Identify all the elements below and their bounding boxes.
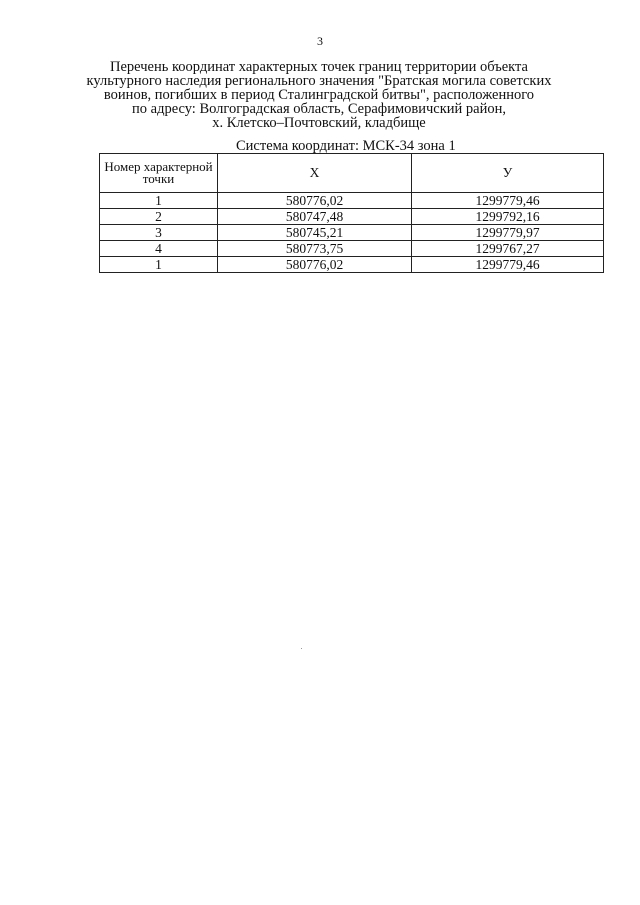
x-cell: 580776,02 bbox=[218, 257, 412, 273]
heading-line: х. Клетско–Почтовский, кладбище bbox=[212, 115, 426, 131]
heading-line: воинов, погибших в период Сталинградской битвы", расположенного bbox=[103, 87, 535, 103]
table-row bbox=[100, 257, 604, 273]
heading-line: Перечень координат характерных точек границ территории объекта bbox=[110, 59, 528, 75]
point-number-cell: 3 bbox=[100, 225, 218, 241]
table-row bbox=[100, 241, 604, 257]
table-row bbox=[100, 193, 604, 209]
heading-line: по адресу: Волгоградская область, Серафимовичский район, bbox=[132, 101, 506, 117]
y-cell: 1299779,97 bbox=[412, 225, 604, 241]
table-row bbox=[100, 225, 604, 241]
x-cell: 580745,21 bbox=[218, 225, 412, 241]
coordinate-system-caption: Система координат: МСК-34 зона 1 bbox=[236, 138, 456, 154]
header-x: X bbox=[218, 154, 412, 193]
x-cell: 580747,48 bbox=[218, 209, 412, 225]
heading-line: культурного наследия регионального значения "Братская могила советских bbox=[86, 73, 552, 89]
document-heading bbox=[80, 60, 558, 130]
y-cell: 1299767,27 bbox=[412, 241, 604, 257]
page-number: 3 bbox=[317, 34, 323, 48]
scan-speck bbox=[301, 648, 302, 649]
coordinates-table bbox=[99, 153, 604, 273]
point-number-cell: 1 bbox=[100, 193, 218, 209]
table-header-row bbox=[100, 154, 604, 193]
point-number-cell: 2 bbox=[100, 209, 218, 225]
header-y: У bbox=[412, 154, 604, 193]
x-cell: 580776,02 bbox=[218, 193, 412, 209]
x-cell: 580773,75 bbox=[218, 241, 412, 257]
y-cell: 1299792,16 bbox=[412, 209, 604, 225]
table-row bbox=[100, 209, 604, 225]
y-cell: 1299779,46 bbox=[412, 257, 604, 273]
y-cell: 1299779,46 bbox=[412, 193, 604, 209]
point-number-cell: 4 bbox=[100, 241, 218, 257]
point-number-cell: 1 bbox=[100, 257, 218, 273]
header-point-number: Номер характерной точки bbox=[100, 154, 218, 193]
